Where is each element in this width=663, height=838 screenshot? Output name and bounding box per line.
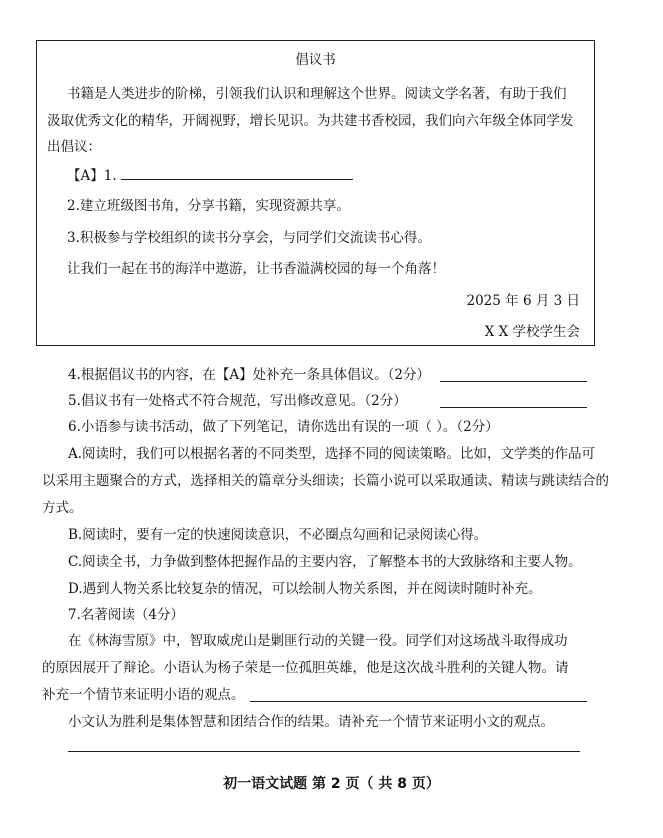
question-5-text: 5.倡议书有一处格式不符合规范，写出修改意见。（2分） [68,393,407,409]
question-4 [68,366,430,384]
q7-para1-line3: 补充一个情节来证明小语的观点。 [42,687,245,703]
q6-option-d: D.遇到人物关系比较复杂的情况，可以绘制人物关系图，并在阅读时随时补充。 [68,581,542,597]
q7-xiaowen-answer-line[interactable] [68,737,580,752]
question-5-answer-line[interactable] [440,393,587,408]
q7-para2: 小文认为胜利是集体智慧和团结合作的结果。请补充一个情节来证明小文的观点。 [68,714,554,730]
question-5 [68,392,407,410]
question-6: 6.小语参与读书活动，做了下列笔记，请你选出有误的一项（ ）。（2分） [68,419,499,435]
proposal-box [36,40,595,346]
page-footer: 初一语文试题 第 2 页（ 共 8 页） [223,776,440,792]
q7-para1-line2: 的原因展开了辩论。小语认为杨子荣是一位孤胆英雄，他是这次战斗胜利的关键人物。请 [42,660,569,676]
question-4-answer-line[interactable] [440,367,587,382]
q6-option-a-line3: 方式。 [42,500,83,516]
proposal-item1 [67,165,353,185]
proposal-date: 2025 年 6 月 3 日 [466,293,580,309]
proposal-signature: X X 学校学生会 [484,324,580,340]
question-7: 7.名著阅读（4分） [68,607,184,623]
proposal-intro-line2: 汲取优秀文化的精华，开阔视野，增长见识。为共建书香校园，我们向六年级全体同学发 [47,113,574,129]
proposal-intro-line3: 出倡议： [47,139,101,155]
question-4-text: 4.根据倡议书的内容，在【A】处补充一条具体倡议。（2分） [68,367,430,383]
proposal-item1-prefix: 【A】1. [67,168,117,184]
proposal-title: 倡议书 [295,52,336,68]
q7-para1-line1: 在《林海雪原》中，智取威虎山是剿匪行动的关键一役。同学们对这场战斗取得成功 [68,633,568,649]
proposal-intro-line1: 书籍是人类进步的阶梯，引领我们认识和理解这个世界。阅读文学名著，有助于我们 [67,86,567,102]
proposal-item3: 3.积极参与学校组织的读书分享会，与同学们交流读书心得。 [67,230,431,246]
q6-option-b: B.阅读时，要有一定的快速阅读意识，不必圈点勾画和记录阅读心得。 [68,527,488,543]
proposal-item1-blank[interactable] [121,165,353,180]
q6-option-a-line2: 以采用主题聚合的方式，选择相关的篇章分头细读；长篇小说可以采取通读、精读与跳读结合的 [42,473,609,489]
proposal-closing: 让我们一起在书的海洋中遨游，让书香溢满校园的每一个角落！ [67,261,445,277]
q6-option-a-line1: A.阅读时，我们可以根据名著的不同类型，选择不同的阅读策略。比如，文学类的作品可 [68,446,596,462]
q7-xiaoyu-answer-line[interactable] [250,687,587,702]
q6-option-c: C.阅读全书，力争做到整体把握作品的主要内容，了解整本书的大致脉络和主要人物。 [68,554,582,570]
proposal-item2: 2.建立班级图书角，分享书籍，实现资源共享。 [67,198,350,214]
